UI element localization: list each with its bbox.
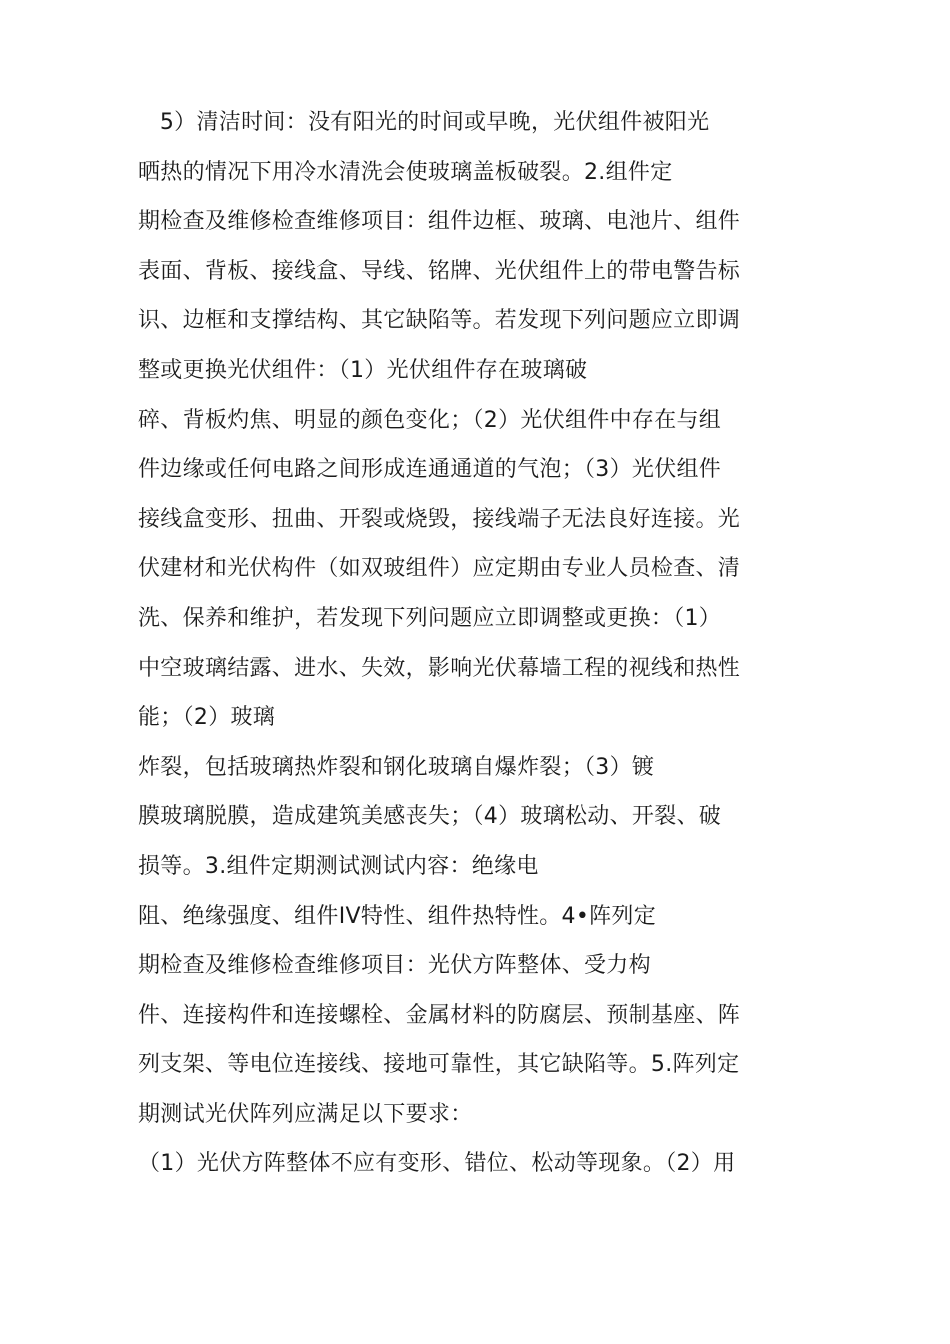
text-line: 洗、保养和维护，若发现下列问题应立即调整或更换：（1） xyxy=(138,605,722,631)
text-line: 期检查及维修检查维修项目：光伏方阵整体、受力构 xyxy=(138,953,651,979)
text-line: 能；（2）玻璃 xyxy=(138,705,276,731)
text-line: 5）清洁时间：没有阳光的时间或早晚，光伏组件被阳光 xyxy=(138,110,710,135)
text-line: 件、连接构件和连接螺栓、金属材料的防腐层、预制基座、阵 xyxy=(138,1002,741,1028)
text-line: 膜玻璃脱膜，造成建筑美感丧失；（4）玻璃松动、开裂、破 xyxy=(138,804,722,830)
text-line: 识、边框和支撑结构、其它缺陷等。若发现下列问题应立即调 xyxy=(138,308,741,334)
text-line: 表面、背板、接线盒、导线、铭牌、光伏组件上的带电警告标 xyxy=(138,258,741,284)
text-line: 列支架、等电位连接线、接地可靠性，其它缺陷等。5.阵列定 xyxy=(138,1052,740,1078)
text-line: 接线盒变形、扭曲、开裂或烧毁，接线端子无法良好连接。光 xyxy=(138,506,741,532)
text-line: 中空玻璃结露、进水、失效，影响光伏幕墙工程的视线和热性 xyxy=(138,655,741,681)
text-line: 碎、背板灼焦、明显的颜色变化；（2）光伏组件中存在与组 xyxy=(138,407,722,433)
text-line: 阻、绝缘强度、组件IV特性、组件热特性。4•阵列定 xyxy=(138,903,657,929)
text-line: 整或更换光伏组件：（1）光伏组件存在玻璃破 xyxy=(138,357,588,383)
text-line: 炸裂，包括玻璃热炸裂和钢化玻璃自爆炸裂；（3）镀 xyxy=(138,754,655,780)
text-line: （1）光伏方阵整体不应有变形、错位、松动等现象。（2）用 xyxy=(138,1151,736,1177)
text-line: 期测试光伏阵列应满足以下要求： xyxy=(138,1101,473,1127)
body-text xyxy=(138,98,818,1189)
text-line: 件边缘或任何电路之间形成连通通道的气泡；（3）光伏组件 xyxy=(138,457,722,483)
text-line: 损等。3.组件定期测试测试内容：绝缘电 xyxy=(138,853,539,879)
text-line: 伏建材和光伏构件（如双玻组件）应定期由专业人员检查、清 xyxy=(138,556,741,582)
text-line: 晒热的情况下用冷水清洗会使玻璃盖板破裂。2.组件定 xyxy=(138,159,673,185)
text-line: 期检查及维修检查维修项目：组件边框、玻璃、电池片、组件 xyxy=(138,209,741,235)
